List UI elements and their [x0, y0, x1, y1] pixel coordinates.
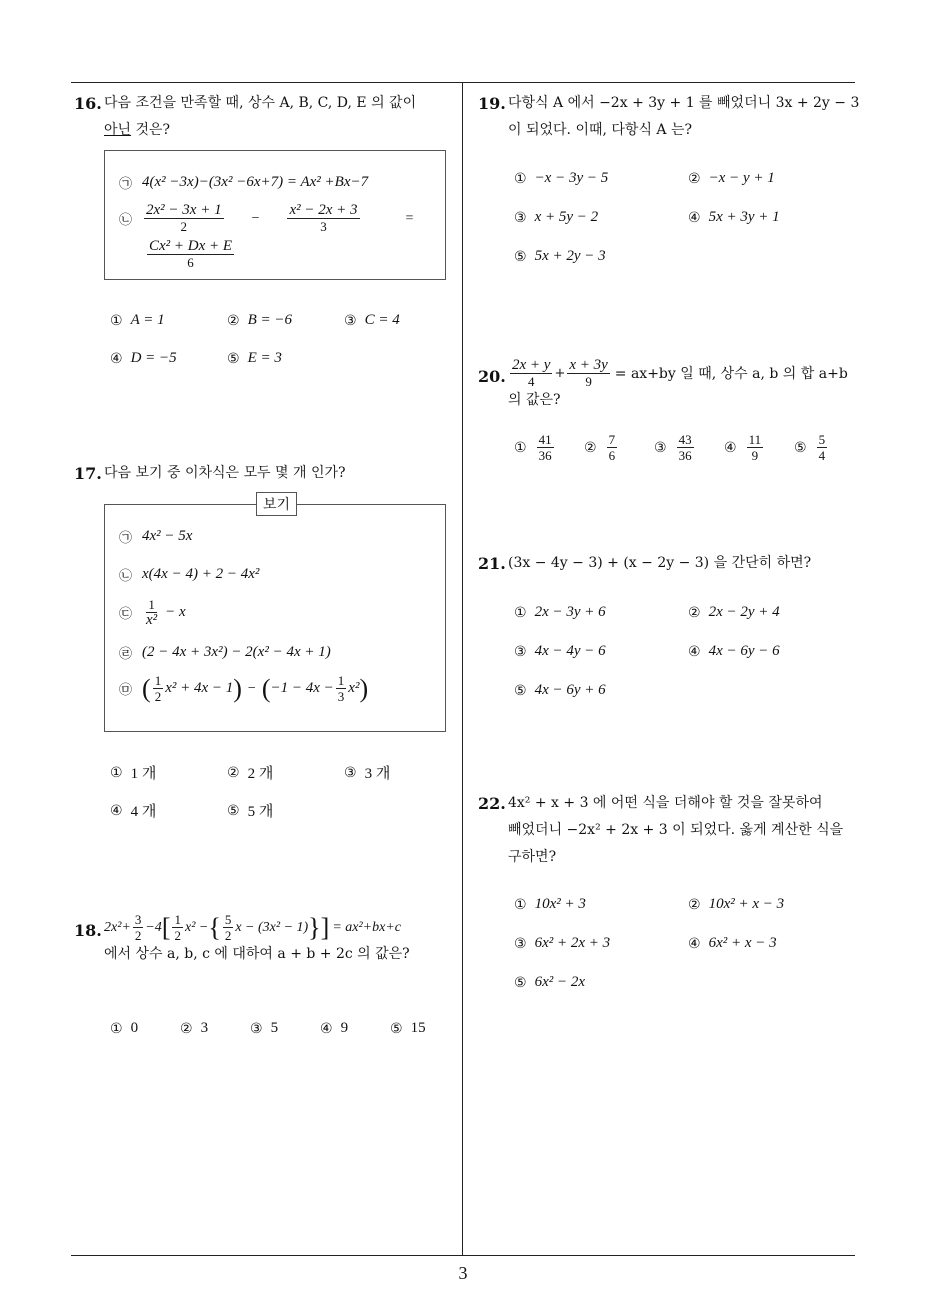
fraction: 1 2: [154, 673, 162, 704]
top-rule: [71, 82, 855, 83]
option-2[interactable]: ② −x − y + 1: [688, 170, 775, 187]
bogi-item-2: ㉡ x(4x − 4) + 2 − 4x²: [119, 566, 260, 584]
question-number: 20.: [478, 367, 506, 386]
question-18-stem: 18. 2x²+ $\frac{3}{2}$ −4 [ 1 2 x² − { 5 2 x − (3x² − 1) } ] = ax²+bx+c 에서 상수 a, b, c 에 대하여 a + b + 2c 의 값은?: [74, 912, 410, 962]
bogi-item-4: ㉣ (2 − 4x + 3x²) − 2(x² − 4x + 1): [119, 644, 331, 662]
option-1[interactable]: ① 10x² + 3: [514, 896, 586, 913]
option-4[interactable]: ④ 11 9: [724, 432, 762, 463]
question-number: 16.: [74, 94, 102, 113]
question-number: 17.: [74, 464, 102, 483]
question-number: 22.: [478, 794, 506, 813]
question-number: 19.: [478, 94, 506, 113]
fraction: 2x² − 3x + 1 2: [146, 202, 222, 234]
fraction: $\frac{\text{x² − 2x + 3}}{3}$: [289, 202, 358, 234]
question-19-stem: 19. 다항식 A 에서 −2x + 3y + 1 를 빼었더니 3x + 2y − 3 이 되었다. 이때, 다항식 A 는?: [478, 90, 863, 144]
option-3[interactable]: ③ 43 36: [654, 432, 692, 463]
question-18: [74, 912, 454, 1037]
bottom-rule: [71, 1255, 855, 1256]
question-number: 21.: [478, 554, 506, 573]
question-20-stem: 20. 2x + y 4 + $\frac{x + 3y}{9}$ = ax+by 일 때, 상수 a, b 의 합 a+b 의 값은?: [478, 357, 848, 408]
option-5[interactable]: ⑤ 5 4: [794, 432, 826, 463]
option-4[interactable]: ④ 4x − 6y − 6: [688, 643, 780, 660]
option-4[interactable]: ④ 6x² + x − 3: [688, 935, 777, 952]
option-1[interactable]: ① 2x − 3y + 6: [514, 604, 606, 621]
question-16: [74, 90, 454, 367]
option-5[interactable]: ⑤ 4x − 6y + 6: [514, 682, 606, 699]
bogi-label: 보기: [256, 492, 297, 516]
bogi-item-3: ㉢ 1 x² − x: [119, 597, 186, 628]
option-1[interactable]: ① A = 1: [110, 312, 165, 329]
bogi-item-5: ㉤ ( 1 2 x² + 4x − 1 ) − ( −1 − 4x − $\frac{1}{3}$ x² ): [119, 673, 369, 704]
option-1[interactable]: ① −x − 3y − 5: [514, 170, 609, 187]
option-5[interactable]: ⑤ 5 개: [227, 802, 274, 820]
fraction: $\frac{1}{3}$: [337, 673, 345, 704]
bogi-box: [104, 504, 446, 732]
option-2[interactable]: ② 2 개: [227, 764, 274, 782]
question-22-stem: 22. 4x² + x + 3 에 어떤 식을 더해야 할 것을 잘못하여 빼었더니 −2x² + 2x + 3 이 되었다. 옳게 계산한 식을 구하면?: [478, 790, 863, 871]
option-1[interactable]: ① 41 36: [514, 432, 552, 463]
option-5[interactable]: ⑤ 6x² − 2x: [514, 974, 585, 991]
option-3[interactable]: ③ 4x − 4y − 6: [514, 643, 606, 660]
option-5[interactable]: ⑤ 15: [390, 1020, 426, 1037]
option-1[interactable]: ① 1 개: [110, 764, 157, 782]
option-2[interactable]: ② B = −6: [227, 312, 292, 329]
condition-box: [104, 150, 446, 280]
option-3[interactable]: ③ 5: [250, 1020, 279, 1037]
condition-2-cont: [145, 239, 236, 270]
question-22: [478, 790, 863, 991]
fraction: $\frac{3}{2}$: [134, 912, 142, 943]
condition-2: ㉡ 2x² − 3x + 1 2 − $\frac{\text{x² − 2x + 3}}{3}$ =: [119, 202, 414, 234]
underline-text: 아닌: [104, 122, 132, 138]
option-4[interactable]: ④ 9: [320, 1020, 349, 1037]
condition-1: ㉠ 4(x² −3x)−(3x² −6x+7) = Ax² +Bx−7: [119, 174, 369, 192]
option-2[interactable]: ② 7 6: [584, 432, 616, 463]
option-3[interactable]: ③ 6x² + 2x + 3: [514, 935, 611, 952]
question-17-stem: 17. 다음 보기 중 이차식은 모두 몇 개 인가?: [74, 460, 454, 487]
question-20: [478, 357, 863, 463]
fraction: 2x + y 4: [512, 357, 551, 389]
question-16-stem: 16. 다음 조건을 만족할 때, 상수 A, B, C, D, E 의 값이 아닌 것은?: [74, 90, 454, 144]
option-3[interactable]: ③ C = 4: [344, 312, 400, 329]
option-1[interactable]: ① 0: [110, 1020, 139, 1037]
question-number: 18.: [74, 921, 102, 940]
option-2[interactable]: ② 3: [180, 1020, 209, 1037]
column-divider: [462, 82, 463, 1256]
option-4[interactable]: ④ 5x + 3y + 1: [688, 209, 780, 226]
question-21: [478, 550, 863, 699]
page-number: 3: [458, 1263, 468, 1283]
option-4[interactable]: ④ 4 개: [110, 802, 157, 820]
fraction: 5 2: [224, 912, 232, 943]
option-3[interactable]: ③ x + 5y − 2: [514, 209, 599, 226]
fraction: Cx² + Dx + E 6: [149, 238, 233, 270]
fraction: 1 x²: [146, 597, 158, 628]
fraction: $\frac{x + 3y}{9}$: [569, 357, 608, 389]
option-4[interactable]: ④ D = −5: [110, 350, 177, 367]
bogi-item-1: ㉠ 4x² − 5x: [119, 528, 193, 546]
option-2[interactable]: ② 2x − 2y + 4: [688, 604, 780, 621]
question-17: [74, 460, 454, 820]
question-19: [478, 90, 863, 265]
option-3[interactable]: ③ 3 개: [344, 764, 391, 782]
question-21-stem: 21. (3x − 4y − 3) + (x − 2y − 3) 을 간단히 하면?: [478, 550, 863, 577]
option-5[interactable]: ⑤ 5x + 2y − 3: [514, 248, 606, 265]
option-5[interactable]: ⑤ E = 3: [227, 350, 282, 367]
option-2[interactable]: ② 10x² + x − 3: [688, 896, 785, 913]
fraction: 1 2: [174, 912, 181, 943]
